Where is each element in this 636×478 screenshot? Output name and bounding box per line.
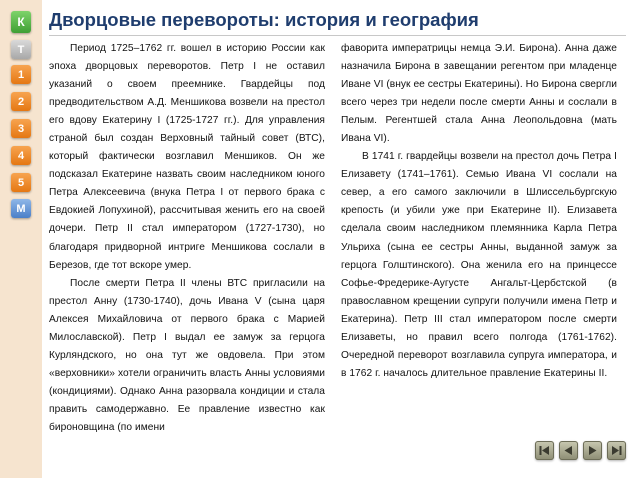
paragraph: Период 1725–1762 гг. вошел в историю России как эпоха дворцовых переворотов. Петр I не оставил указаний о своем преемнике. Гвардейцы под предводительством А.Д. Меншикова возвели на престол его вдову Екатерину I (1725-1727 гг.). Для управления страной был создан Верховный тайный совет (ВТС), который фактически возглавил Меншиков. Он же подсказал Екатерине назвать своим наследником юного Петра Алексеевича (внука Петра I от первого брака с Евдокией Лопухиной), рассчитывая женить его на своей дочери. Петр II стал императором (1727-1730), но благодаря придворной интриге Меншикова сослали в Березов, где тот вскоре умер.	[49, 43, 325, 271]
paragraph: В 1741 г. гвардейцы возвели на престол дочь Петра I Елизавету (1741–1761). Семью Ивана VI сослали на север, а его самого заключили в Шлиссельбургскую крепость (и убили уже при Екатерине II). Елизавета сделала своим наследником племянника Карла Петра Ульриха (сына ее сестры Анны, выданной замуж за герцога Голштинского). Она женила его на принцессе Софье-Фредерике-Аугусте Ангальт-Цербстской (в православном крещении супруги получили имена Петр и Екатерина). Петр III стал императором после смерти Елизаветы, но правил всего полгода (1761-1762). Очередной переворот возглавила супруга императора, и в 1762 г. началось длительное правление Екатерины II.	[341, 151, 617, 379]
contents-button[interactable]: К	[11, 11, 31, 33]
paragraph: После смерти Петра II члены ВТС пригласили на престол Анну (1730-1740), дочь Ивана V (сына царя Алексея Михайловича от первого брака с Марией Милославской). Петр I выдал ее замуж за герцога Курляндского, но она тут же овдовела. При этом «верховники» хотели ограничить власть Анны условиями (кондициями). Однако Анна разорвала кондиции и стала править самодержавно. Ее правление известно как бироновщина (по имени	[49, 277, 325, 433]
map-button[interactable]: М	[11, 199, 31, 218]
first-page-button[interactable]	[535, 441, 554, 460]
text-column-left	[49, 40, 325, 437]
text-column-right	[341, 40, 617, 383]
last-page-button[interactable]	[607, 441, 626, 460]
section-1-button[interactable]: 1	[11, 65, 31, 84]
next-page-icon	[586, 444, 599, 457]
page-title: Дворцовые перевороты: история и география	[49, 9, 479, 30]
next-page-button[interactable]	[583, 441, 602, 460]
paragraph: фаворита императрицы немца Э.И. Бирона). Анна даже назначила Бирона в завещании регентом при младенце Иване VI (внук ее сестры Екатерины). Но Бирона свергли всего через три недели после смерти Анны и сослали в Пелым. Регентшей стала Анна Леопольдовна (мать Ивана VI).	[341, 43, 617, 145]
last-page-icon	[610, 444, 623, 457]
prev-page-button[interactable]	[559, 441, 578, 460]
sidebar	[0, 0, 42, 478]
title-divider	[49, 35, 626, 36]
section-4-button[interactable]: 4	[11, 146, 31, 165]
section-2-button[interactable]: 2	[11, 92, 31, 111]
tests-button[interactable]: Т	[11, 40, 31, 59]
first-page-icon	[538, 444, 551, 457]
section-3-button[interactable]: 3	[11, 119, 31, 138]
section-5-button[interactable]: 5	[11, 173, 31, 192]
prev-page-icon	[562, 444, 575, 457]
